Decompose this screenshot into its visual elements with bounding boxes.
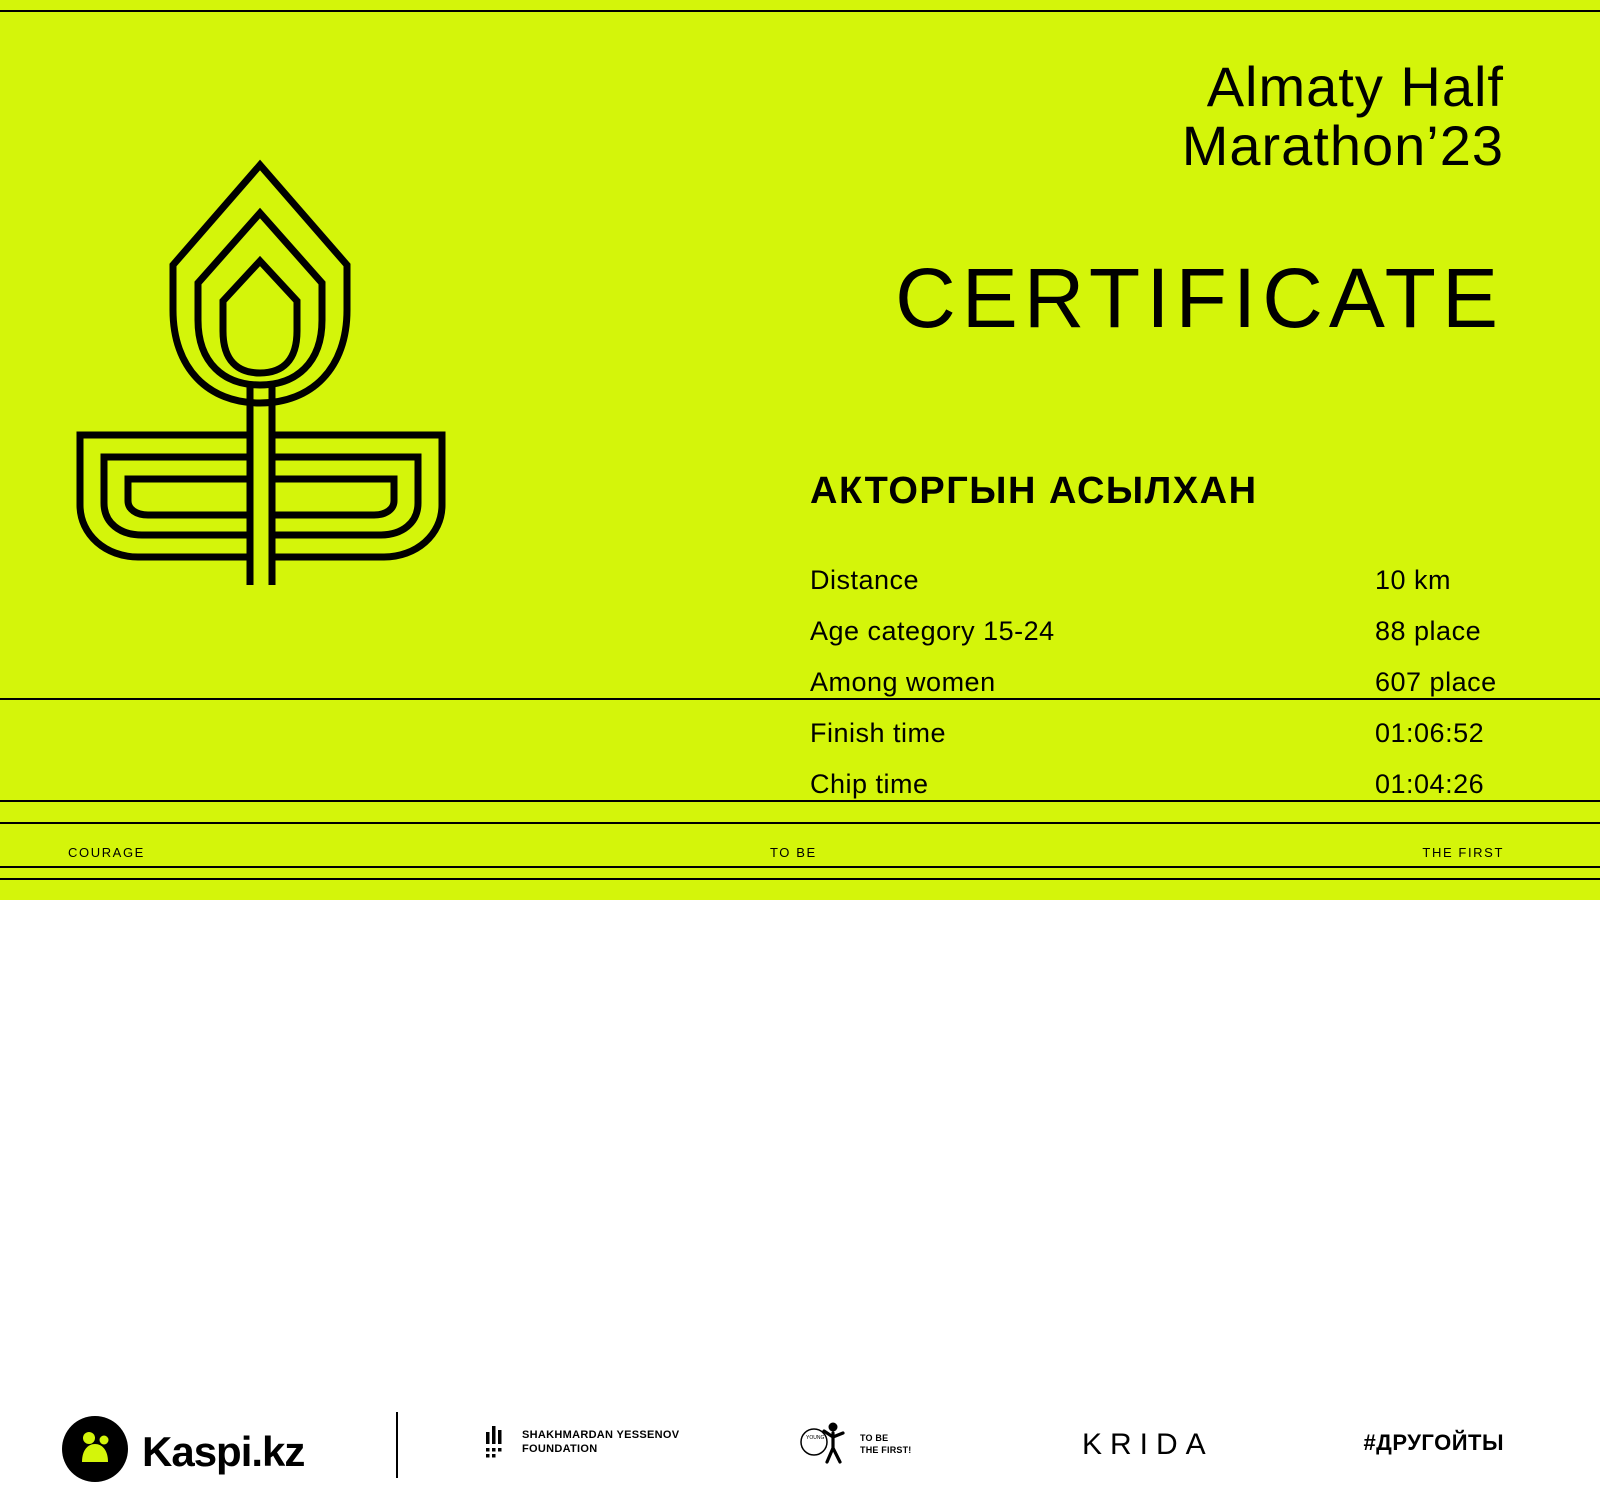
yessenov-line1: SHAKHMARDAN YESSENOV [522,1428,680,1441]
motto-the-first: THE FIRST [1422,845,1504,860]
sponsor-hashtag: #ДРУГОЙТЫ [1363,1430,1504,1455]
divider-footer-mid [0,866,1600,868]
result-value: 01:06:52 [1375,718,1485,748]
table-row [810,565,1550,616]
sponsor-kaspi [62,1416,304,1487]
sponsor-kaspi-label: Kaspi.kz [142,1427,305,1475]
tobe-line2: THE FIRST! [860,1444,912,1455]
result-label: Chip time [810,769,929,799]
yessenov-foundation-icon [484,1422,512,1463]
tulip-logo-icon [60,135,470,590]
footer-motto [0,845,1600,865]
result-value: 10 km [1375,565,1452,595]
result-value: 01:04:26 [1375,769,1485,799]
result-label: Distance [810,565,920,595]
event-title-line1: Almaty Half [1206,55,1504,118]
sponsor-krida-label: KRIDA [1082,1428,1214,1461]
motto-to-be: TO BE [770,845,817,860]
divider-top [0,10,1600,12]
divider-footer-bottom [0,878,1600,880]
sponsor-divider [396,1412,398,1478]
tobe-line1: TO BE [860,1432,889,1443]
divider-footer-top [0,822,1600,824]
sponsor-yessenov-label [522,1429,679,1457]
kaspi-logo-icon [62,1416,128,1487]
result-value: 607 place [1375,667,1497,697]
event-title-line2: Marathon’23 [1181,113,1504,177]
page-title: CERTIFICATE [895,251,1504,345]
sponsor-to-be-label [860,1433,912,1456]
sponsor-yessenov [484,1422,679,1463]
athlete-name: АКТОРГЫН АСЫЛХАН [810,470,1258,512]
result-label: Age category 15-24 [810,616,1055,646]
result-value: 88 place [1375,616,1482,646]
sponsor-to-be-the-first [800,1418,912,1471]
to-be-the-first-icon [800,1418,854,1471]
yessenov-line2: FOUNDATION [522,1442,598,1455]
svg-text:YOUNG: YOUNG [806,1435,825,1441]
table-row [810,616,1550,667]
motto-courage: COURAGE [68,845,145,860]
event-title [1181,55,1504,177]
result-label: Finish time [810,718,947,748]
result-label: Among women [810,667,996,697]
